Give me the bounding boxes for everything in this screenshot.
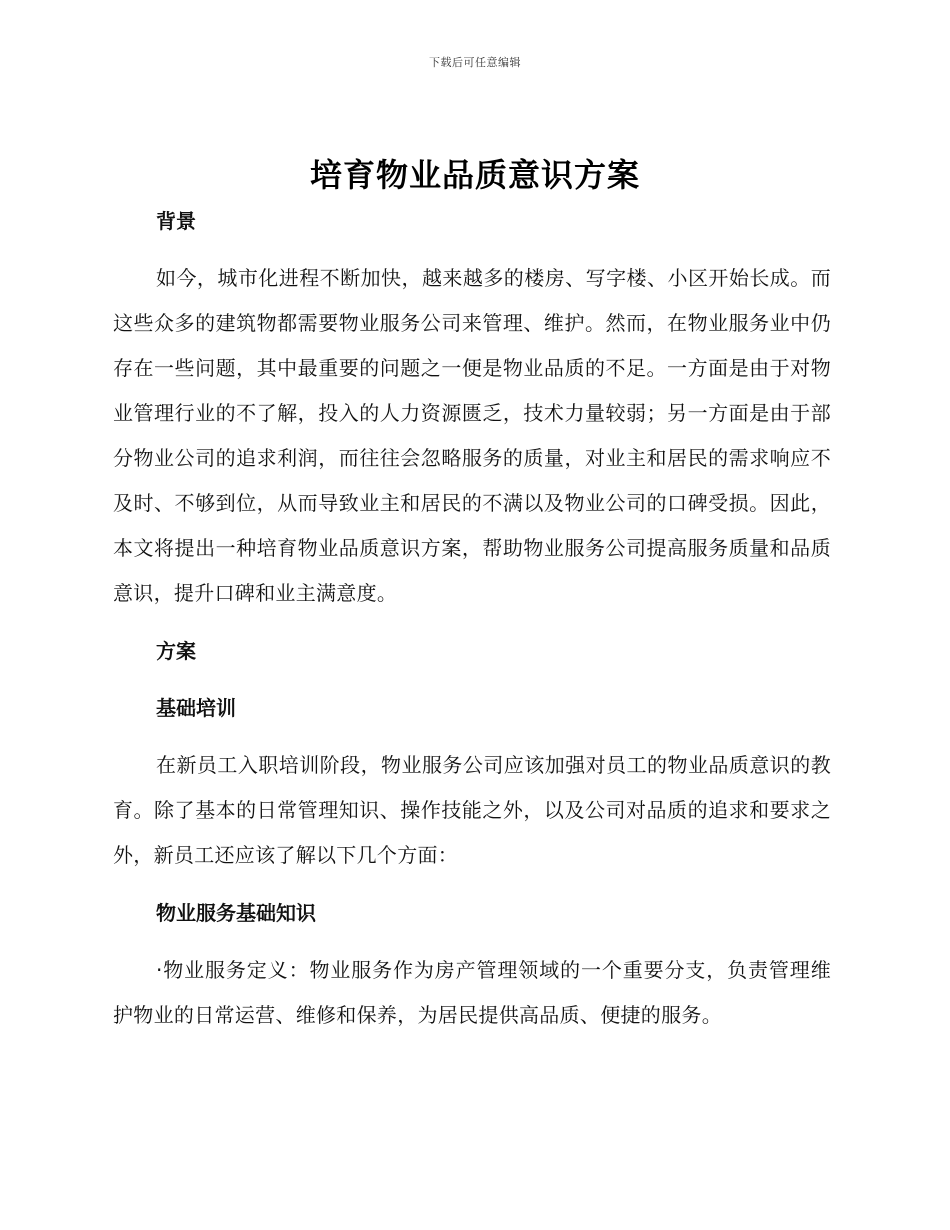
bullet-marker: ·	[156, 958, 163, 982]
section-heading-property-knowledge: 物业服务基础知识	[156, 901, 316, 925]
paragraph-basic-training: 在新员工入职培训阶段，物业服务公司应该加强对员工的物业品质意识的教育。除了基本的日常管理知识、操作技能之外，以及公司对品质的追求和要求之外，新员工还应该了解以下几个方面：	[113, 753, 831, 867]
header-note: 下载后可任意编辑	[429, 56, 521, 69]
section-heading-plan: 方案	[156, 639, 196, 663]
bullet-text: 物业服务定义：物业服务作为房产管理领域的一个重要分支，负责管理维护物业的日常运营、维修和保养，为居民提供高品质、便捷的服务。	[113, 958, 831, 1027]
section-heading-background: 背景	[156, 209, 196, 233]
bullet-property-service-definition	[113, 948, 831, 1038]
document-title: 培育物业品质意识方案	[309, 156, 640, 194]
section-heading-basic-training: 基础培训	[156, 696, 236, 720]
paragraph-background: 如今，城市化进程不断加快，越来越多的楼房、写字楼、小区开始长成。而这些众多的建筑物都需要物业服务公司来管理、维护。然而，在物业服务业中仍存在一些问题，其中最重要的问题之一便是物业品质的不足。一方面是由于对物业管理行业的不了解，投入的人力资源匮乏，技术力量较弱；另一方面是由于部分物业公司的追求利润，而往往会忽略服务的质量，对业主和居民的需求响应不及时、不够到位，从而导致业主和居民的不满以及物业公司的口碑受损。因此，本文将提出一种培育物业品质意识方案，帮助物业服务公司提高服务质量和品质意识，提升口碑和业主满意度。	[113, 266, 831, 605]
